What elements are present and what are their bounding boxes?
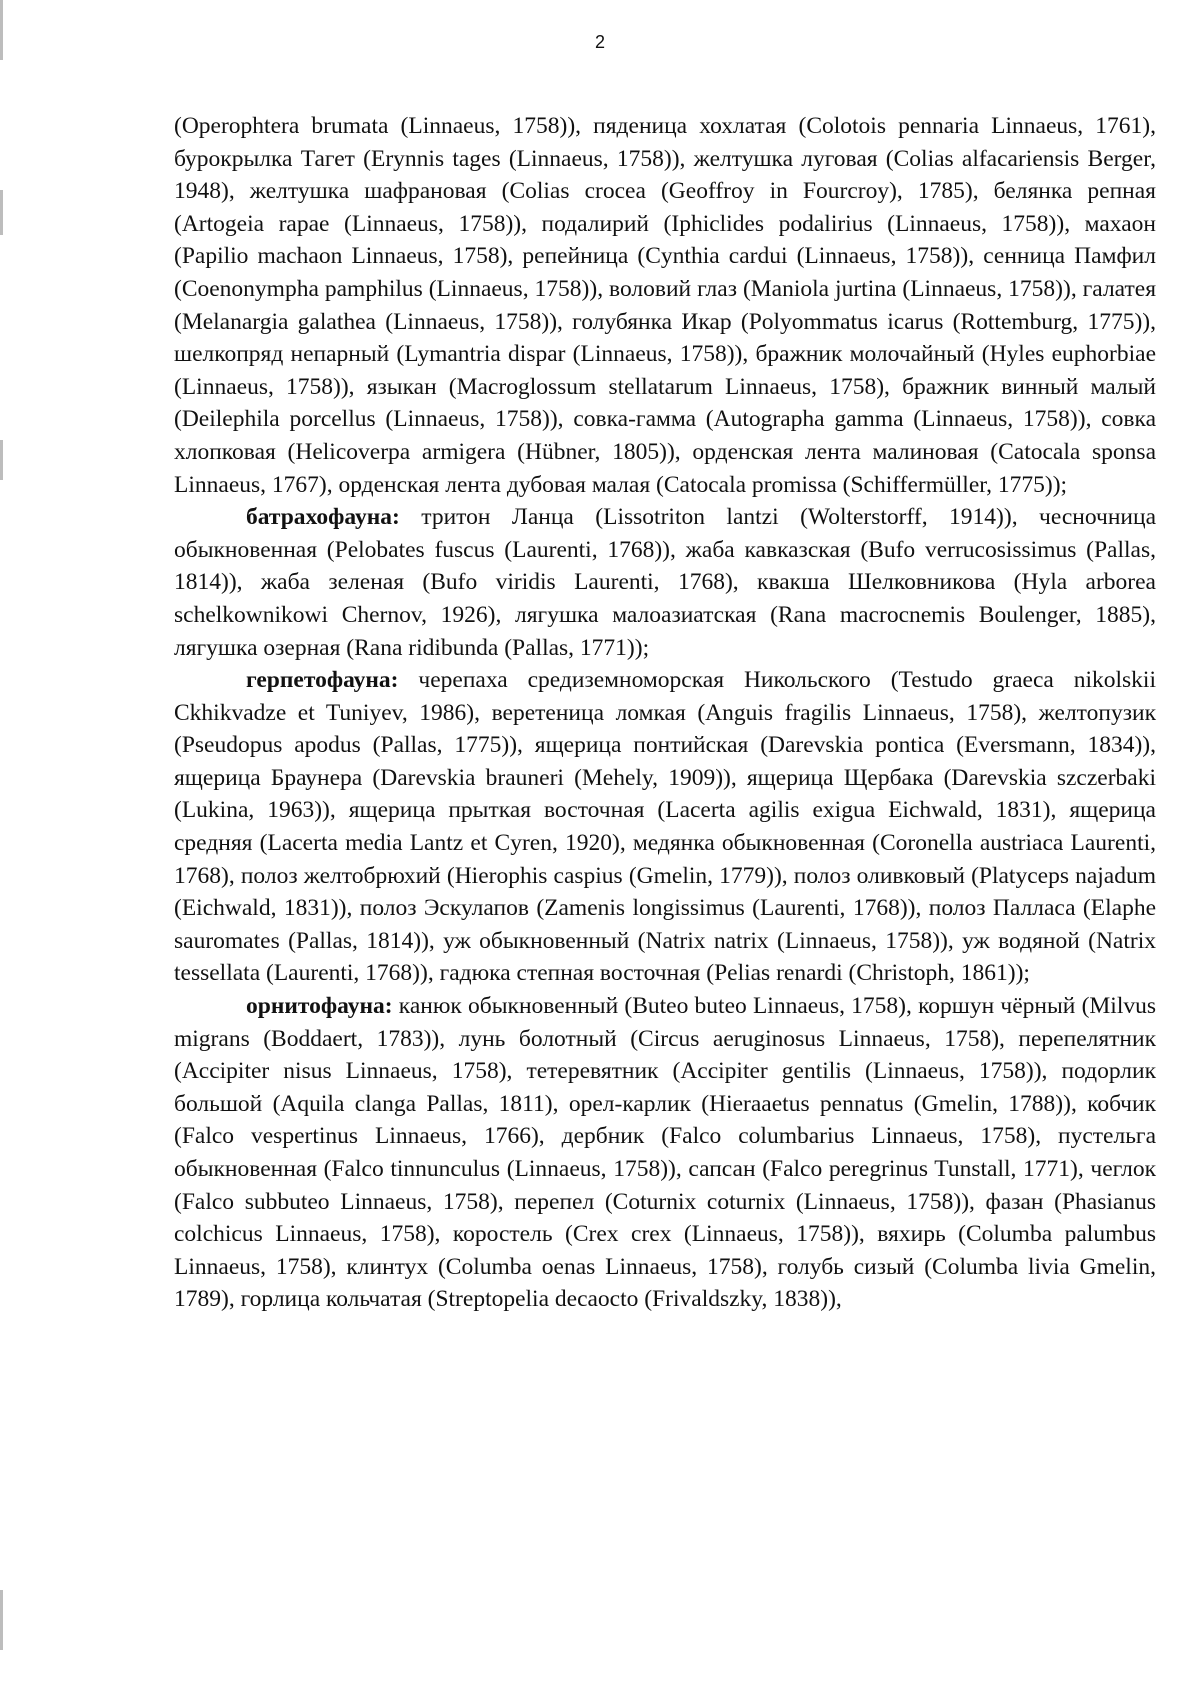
scan-edge-mark-upper [0, 190, 3, 235]
paragraph-batrachofauna [174, 501, 1156, 664]
scan-edge-mark-middle [0, 440, 3, 480]
paragraph-text: тритон Ланца (Lissotriton lantzi (Wolterstorff, 1914)), чесночница обыкновенная (Pelobates fuscus (Laurenti, 1768)), жаба кавказская (Bufo verrucosissimus (Pallas, 1814)), жаба зеленая (Bufo viridis Laurenti, 1768), квакша Шелковникова (Hyla arborea schelkownikowi Chernov, 1926), лягушка малоазиатская (Rana macrocnemis Boulenger, 1885), лягушка озерная (Rana ridibunda (Pallas, 1771)); [174, 504, 1156, 661]
paragraph-herpetofauna [174, 664, 1156, 990]
paragraph-text: черепаха средиземноморская Никольского (Testudo graeca nikolskii Ckhikvadze et Tuniyev, 1986), веретеница ломкая (Anguis fragilis Linnaeus, 1758), желтопузик (Pseudopus apodus (Pallas, 1775)), ящерица понтийская (Darevskia pontica (Eversmann, 1834)), ящерица Браунера (Darevskia brauneri (Mehely, 1909)), ящерица Щербака (Darevskia szczerbaki (Lukina, 1963)), ящерица прыткая восточная (Lacerta agilis exigua Eichwald, 1831), ящерица средняя (Lacerta media Lantz et Cyren, 1920), медянка обыкновенная (Coronella austriaca Laurenti, 1768), полоз желтобрюхий (Hierophis caspius (Gmelin, 1779)), полоз оливковый (Platyceps najadum (Eichwald, 1831)), полоз Эскулапов (Zamenis longissimus (Laurenti, 1768)), полоз Палласа (Elaphe sauromates (Pallas, 1814)), уж обыкновенный (Natrix natrix (Linnaeus, 1758)), уж водяной (Natrix tessellata (Laurenti, 1768)), гадюка степная восточная (Pelias renardi (Christoph, 1861)); [174, 667, 1156, 987]
section-heading-herpetofauna: герпетофауна: [246, 667, 399, 694]
section-heading-ornithofauna: орнитофауна: [246, 993, 393, 1020]
paragraph-text: канюк обыкновенный (Buteo buteo Linnaeus, 1758), коршун чёрный (Milvus migrans (Boddaert, 1783)), лунь болотный (Circus aeruginosus Linnaeus, 1758), перепелятник (Accipiter nisus Linnaeus, 1758), тетеревятник (Accipiter gentilis (Linnaeus, 1758)), подорлик большой (Aquila clanga Pallas, 1811), орел-карлик (Hieraaetus pennatus (Gmelin, 1788)), кобчик (Falco vespertinus Linnaeus, 1766), дербник (Falco columbarius Linnaeus, 1758), пустельга обыкновенная (Falco tinnunculus (Linnaeus, 1758)), сапсан (Falco peregrinus Tunstall, 1771), чеглок (Falco subbuteo Linnaeus, 1758), перепел (Coturnix coturnix (Linnaeus, 1758)), фазан (Phasianus colchicus Linnaeus, 1758), коростель (Crex crex (Linnaeus, 1758)), вяхирь (Columba palumbus Linnaeus, 1758), клинтух (Columba oenas Linnaeus, 1758), голубь сизый (Columba livia Gmelin, 1789), горлица кольчатая (Streptopelia decaocto (Frivaldszky, 1838)), [174, 993, 1156, 1313]
page-number: 2 [594, 32, 605, 52]
paragraph-lepidoptera [174, 110, 1156, 501]
document-body [174, 110, 1156, 1316]
paragraph-ornithofauna [174, 990, 1156, 1316]
scan-edge-mark-bottom [0, 1590, 3, 1650]
paragraph-text: (Operophtera brumata (Linnaeus, 1758)), пяденица хохлатая (Colotois pennaria Linnaeus, 1761), бурокрылка Тагет (Erynnis tages (Linnaeus, 1758)), желтушка луговая (Colias alfacariensis Berger, 1948), желтушка шафрановая (Colias crocea (Geoffroy in Fourcroy), 1785), белянка репная (Artogeia rapae (Linnaeus, 1758)), подалирий (Iphiclides podalirius (Linnaeus, 1758)), махаон (Papilio machaon Linnaeus, 1758), репейница (Cynthia cardui (Linnaeus, 1758)), сенница Памфил (Coenonympha pamphilus (Linnaeus, 1758)), воловий глаз (Maniola jurtina (Linnaeus, 1758)), галатея (Melanargia galathea (Linnaeus, 1758)), голубянка Икар (Polyommatus icarus (Rottemburg, 1775)), шелкопряд непарный (Lymantria dispar (Linnaeus, 1758)), бражник молочайный (Hyles euphorbiae (Linnaeus, 1758)), языкан (Macroglossum stellatarum Linnaeus, 1758), бражник винный малый (Deilephila porcellus (Linnaeus, 1758)), совка-гамма (Autographa gamma (Linnaeus, 1758)), совка хлопковая (Helicoverpa armigera (Hübner, 1805)), орденская лента малиновая (Catocala sponsa Linnaeus, 1767), орденская лента дубовая малая (Catocala promissa (Schiffermüller, 1775)); [174, 113, 1156, 498]
section-heading-batrachofauna: батрахофауна: [246, 504, 400, 531]
